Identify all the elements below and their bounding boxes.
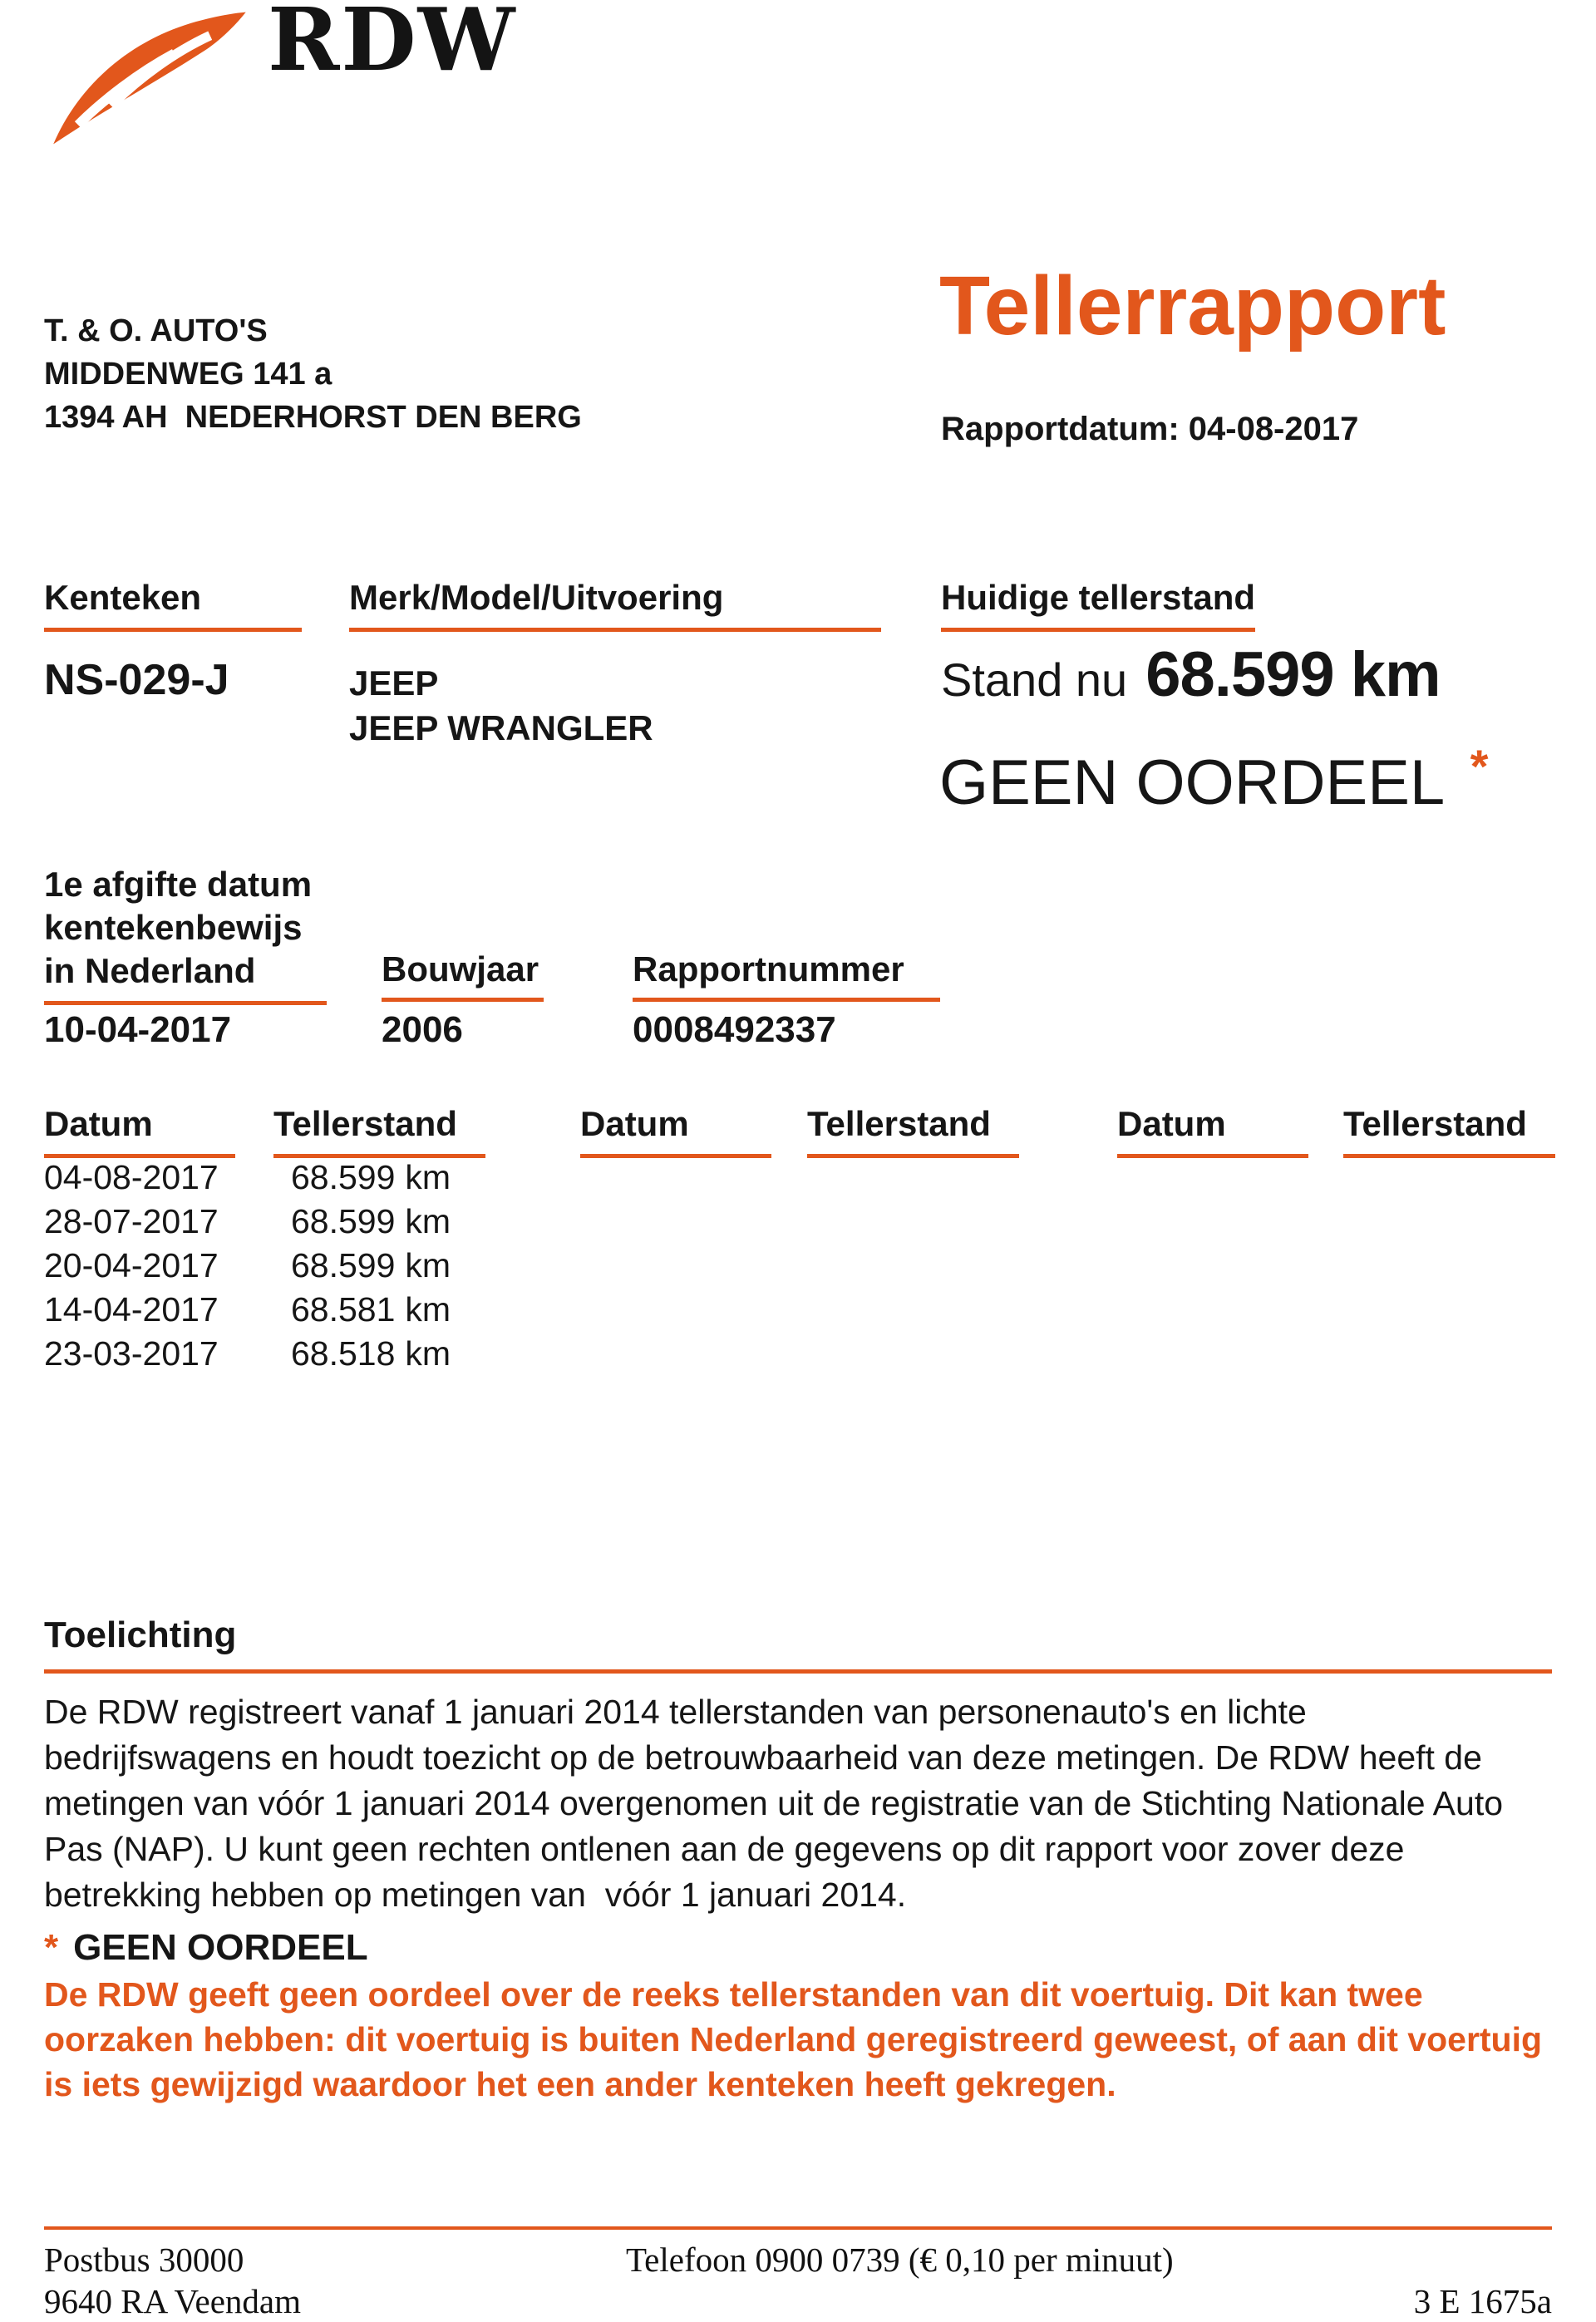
issue-label-line2: kentekenbewijs bbox=[44, 908, 303, 947]
toelichting-body bbox=[44, 1689, 1503, 1918]
company-city: 1394 AH NEDERHORST DEN BERG bbox=[44, 400, 582, 435]
footer bbox=[44, 2240, 1552, 2321]
history-row-value bbox=[291, 1288, 451, 1332]
issue-label-line1: 1e afgifte datum bbox=[44, 865, 313, 904]
odometer-number: 68.518 bbox=[291, 1334, 396, 1373]
bouwjaar-label: Bouwjaar bbox=[382, 949, 544, 1002]
body-line: metingen van vóór 1 januari 2014 overgenomen uit de registratie van de Stichting Nationale Auto bbox=[44, 1784, 1504, 1822]
footer-doc-code: 3 E 1675a bbox=[1413, 2282, 1552, 2320]
issue-label-line3: in Nederland bbox=[44, 949, 327, 1005]
history-header-tellerstand-1: Tellerstand bbox=[273, 1104, 485, 1158]
kenteken-value: NS-029-J bbox=[44, 656, 229, 704]
odometer-number: 68.581 bbox=[291, 1290, 396, 1329]
verdict-footnote-title bbox=[44, 1927, 368, 1969]
model-make: JEEP bbox=[349, 663, 439, 703]
odometer-number: 68.599 bbox=[291, 1202, 396, 1240]
note-line: De RDW geeft geen oordeel over de reeks tellerstanden van dit voertuig. Dit kan twee bbox=[44, 1975, 1423, 2014]
history-row-value bbox=[291, 1244, 451, 1288]
history-header-tellerstand-3: Tellerstand bbox=[1343, 1104, 1555, 1158]
history-row-value bbox=[291, 1200, 451, 1244]
body-line: De RDW registreert vanaf 1 januari 2014 tellerstanden van personenauto's en lichte bbox=[44, 1693, 1307, 1731]
issue-date-value: 10-04-2017 bbox=[44, 1009, 232, 1050]
toelichting-heading: Toelichting bbox=[44, 1615, 237, 1655]
bouwjaar-value: 2006 bbox=[382, 1009, 463, 1050]
body-line: bedrijfswagens en houdt toezicht op de betrouwbaarheid van deze metingen. De RDW heeft de bbox=[44, 1738, 1482, 1777]
history-header-datum-2: Datum bbox=[580, 1104, 771, 1158]
history-header-tellerstand-2: Tellerstand bbox=[807, 1104, 1019, 1158]
stand-value: 68.599 km bbox=[1145, 639, 1441, 710]
odometer-number: 68.599 bbox=[291, 1246, 396, 1284]
page-title: Tellerrapport bbox=[939, 259, 1446, 352]
footnote-title-text: GEEN OORDEEL bbox=[73, 1927, 368, 1968]
body-line: betrekking hebben op metingen van vóór 1 januari 2014. bbox=[44, 1876, 907, 1914]
rdw-wing-icon bbox=[42, 7, 249, 150]
verdict-line bbox=[939, 740, 1489, 819]
verdict-footnote-body bbox=[44, 1972, 1542, 2107]
body-line: Pas (NAP). U kunt geen rechten ontlenen aan de gegevens op dit rapport voor zover deze bbox=[44, 1830, 1405, 1868]
history-row-date: 04-08-2017 bbox=[44, 1158, 219, 1196]
company-name: T. & O. AUTO'S bbox=[44, 313, 268, 348]
model-name: JEEP WRANGLER bbox=[349, 708, 653, 747]
footnote-asterisk: * bbox=[44, 1927, 59, 1968]
current-odometer bbox=[941, 638, 1441, 711]
odometer-unit: km bbox=[405, 1334, 451, 1373]
history-header-datum-1: Datum bbox=[44, 1104, 235, 1158]
odometer-unit: km bbox=[405, 1158, 451, 1196]
kenteken-label: Kenteken bbox=[44, 578, 302, 632]
note-line: oorzaken hebben: dit voertuig is buiten Nederland geregistreerd geweest, of aan dit voertuig bbox=[44, 2020, 1543, 2058]
footer-city: 9640 RA Veendam bbox=[44, 2282, 302, 2320]
history-value-column bbox=[291, 1156, 451, 1376]
odometer-unit: km bbox=[405, 1202, 451, 1240]
rdw-logo-text: RDW bbox=[268, 0, 517, 91]
history-date-column bbox=[44, 1156, 219, 1376]
rapportnummer-label: Rapportnummer bbox=[633, 949, 940, 1002]
odometer-number: 68.599 bbox=[291, 1158, 396, 1196]
stand-prefix: Stand nu bbox=[941, 653, 1128, 706]
footer-divider bbox=[44, 2226, 1552, 2230]
history-row-value bbox=[291, 1156, 451, 1200]
history-row-date: 28-07-2017 bbox=[44, 1202, 219, 1240]
history-row-date: 23-03-2017 bbox=[44, 1334, 219, 1373]
rapportnummer-value: 0008492337 bbox=[633, 1009, 836, 1050]
history-header-datum-3: Datum bbox=[1117, 1104, 1308, 1158]
verdict-asterisk: * bbox=[1470, 740, 1489, 792]
odometer-unit: km bbox=[405, 1246, 451, 1284]
odometer-unit: km bbox=[405, 1290, 451, 1329]
toelichting-divider bbox=[44, 1669, 1552, 1674]
note-line: is iets gewijzigd waardoor het een ander kenteken heeft gekregen. bbox=[44, 2065, 1116, 2103]
tellerstand-label: Huidige tellerstand bbox=[941, 578, 1255, 632]
report-date: Rapportdatum: 04-08-2017 bbox=[941, 411, 1359, 447]
company-street: MIDDENWEG 141 a bbox=[44, 357, 332, 392]
history-row-value bbox=[291, 1332, 451, 1376]
history-row-date: 14-04-2017 bbox=[44, 1290, 219, 1329]
company-address bbox=[44, 309, 582, 439]
model-values bbox=[349, 661, 653, 751]
history-row-date: 20-04-2017 bbox=[44, 1246, 219, 1284]
footer-postbus: Postbus 30000 bbox=[44, 2241, 244, 2279]
verdict-text: GEEN OORDEEL bbox=[939, 747, 1446, 818]
issue-date-label bbox=[44, 863, 327, 1005]
model-label: Merk/Model/Uitvoering bbox=[349, 578, 881, 632]
footer-telefoon: Telefoon 0900 0739 (€ 0,10 per minuut) bbox=[626, 2241, 1174, 2279]
